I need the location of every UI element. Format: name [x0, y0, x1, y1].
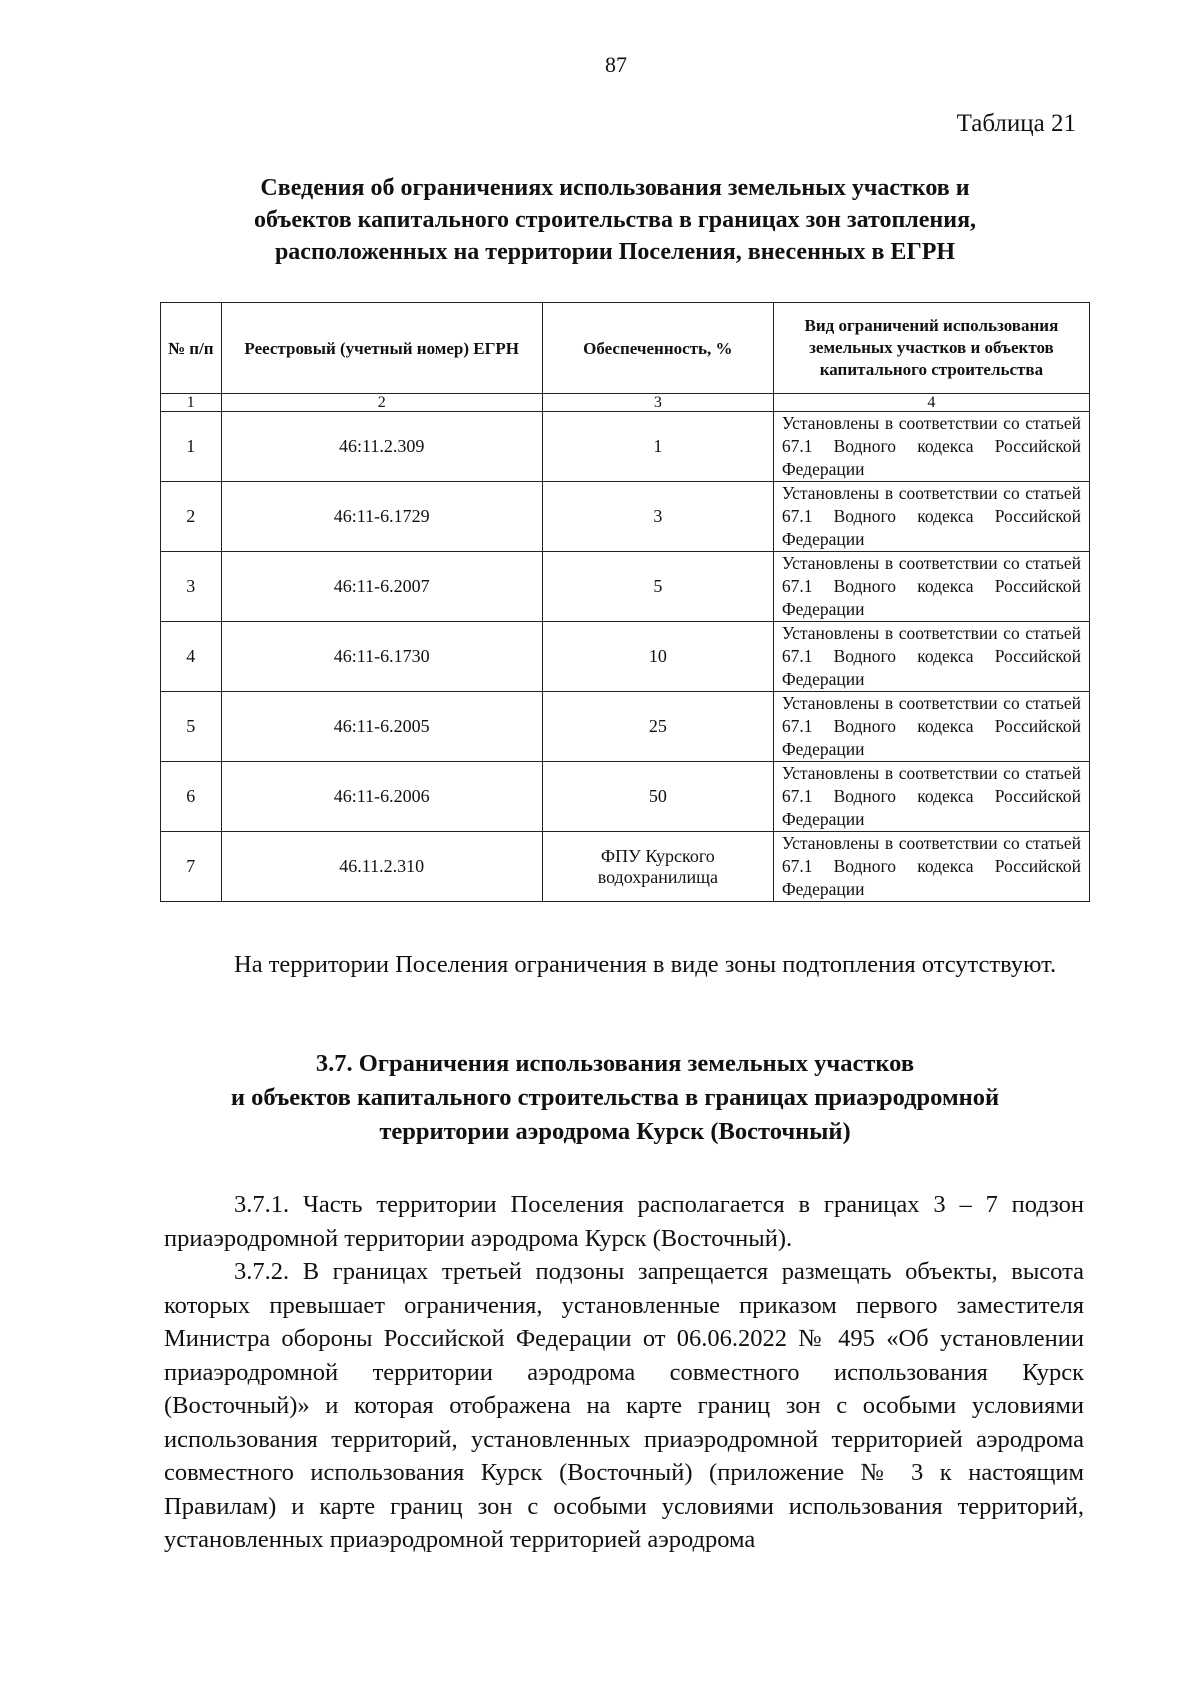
table-header-row [161, 303, 1090, 394]
row-number: 1 [161, 412, 222, 482]
row-provision: ФПУ Курского водохранилища [542, 832, 773, 902]
row-restriction: Установлены в соответствии со статьей 67.1 Водного кодекса Российской Федерации [773, 412, 1089, 482]
row-provision: 5 [542, 552, 773, 622]
table-row [161, 622, 1090, 692]
row-provision: 1 [542, 412, 773, 482]
body-text [164, 1188, 1084, 1557]
row-number: 6 [161, 762, 222, 832]
column-number-row [161, 394, 1090, 412]
table-row [161, 482, 1090, 552]
header-registry: Реестровый (учетный номер) ЕГРН [221, 303, 542, 394]
row-provision: 25 [542, 692, 773, 762]
row-registry: 46:11-6.2006 [221, 762, 542, 832]
header-number: № п/п [161, 303, 222, 394]
table-row [161, 412, 1090, 482]
table-row [161, 762, 1090, 832]
row-number: 5 [161, 692, 222, 762]
page-number: 87 [605, 52, 627, 77]
row-restriction: Установлены в соответствии со статьей 67.1 Водного кодекса Российской Федерации [773, 552, 1089, 622]
header-provision: Обеспеченность, % [542, 303, 773, 394]
row-restriction: Установлены в соответствии со статьей 67.1 Водного кодекса Российской Федерации [773, 622, 1089, 692]
table-row [161, 832, 1090, 902]
table-row [161, 552, 1090, 622]
row-registry: 46.11.2.310 [221, 832, 542, 902]
row-registry: 46:11-6.2007 [221, 552, 542, 622]
row-registry: 46:11.2.309 [221, 412, 542, 482]
row-registry: 46:11-6.2005 [221, 692, 542, 762]
row-registry: 46:11-6.1730 [221, 622, 542, 692]
column-number: 3 [542, 394, 773, 412]
section-heading-line-3: территории аэродрома Курск (Восточный) [379, 1118, 851, 1145]
table-heading-line-3: расположенных на территории Поселения, внесенных в ЕГРН [274, 239, 956, 265]
row-restriction: Установлены в соответствии со статьей 67.1 Водного кодекса Российской Федерации [773, 762, 1089, 832]
restrictions-table [160, 302, 1090, 902]
row-restriction: Установлены в соответствии со статьей 67.1 Водного кодекса Российской Федерации [773, 832, 1089, 902]
section-heading-line-1: 3.7. Ограничения использования земельных участков [315, 1050, 915, 1077]
row-provision: 50 [542, 762, 773, 832]
note-paragraph: На территории Поселения ограничения в виде зоны подтопления отсутствуют. [234, 951, 1057, 978]
table-label: Таблица 21 [956, 110, 1076, 137]
row-number: 4 [161, 622, 222, 692]
row-provision: 10 [542, 622, 773, 692]
section-heading-line-2: и объектов капитального строительства в границах приаэродромной [230, 1084, 1000, 1111]
row-restriction: Установлены в соответствии со статьей 67.1 Водного кодекса Российской Федерации [773, 692, 1089, 762]
row-number: 3 [161, 552, 222, 622]
table-heading-line-2: объектов капитального строительства в границах зон затопления, [253, 207, 977, 233]
table-row [161, 692, 1090, 762]
section-heading [150, 1047, 1080, 1149]
table-heading [150, 172, 1080, 268]
row-number: 2 [161, 482, 222, 552]
row-registry: 46:11-6.1729 [221, 482, 542, 552]
row-restriction: Установлены в соответствии со статьей 67.1 Водного кодекса Российской Федерации [773, 482, 1089, 552]
header-restriction: Вид ограничений использования земельных участков и объектов капитального строительства [773, 303, 1089, 394]
table-heading-line-1: Сведения об ограничениях использования земельных участков и [260, 175, 970, 201]
column-number: 4 [773, 394, 1089, 412]
column-number: 1 [161, 394, 222, 412]
row-number: 7 [161, 832, 222, 902]
paragraph-3-7-2: 3.7.2. В границах третьей подзоны запрещается размещать объекты, высота которых превышает ограничения, установленные приказом первого заместителя Министра обороны Российской Федерации от 06.06.2022 № 495 «Об установлении приаэродромной территории аэродрома совместного использования Курск (Восточный)» и которая отображена на карте границ зон с особыми условиями использования территорий, установленных приаэродромной территорией аэродрома совместного использования Курск (Восточный) (приложение № 3 к настоящим Правилам) и карте границ зон с особыми условиями использования территорий, установленных приаэродромной территорией аэродрома [164, 1258, 1084, 1553]
paragraph-3-7-1: 3.7.1. Часть территории Поселения располагается в границах 3 – 7 подзон приаэродромной территории аэродрома Курск (Восточный). [164, 1191, 1084, 1252]
column-number: 2 [221, 394, 542, 412]
row-provision: 3 [542, 482, 773, 552]
